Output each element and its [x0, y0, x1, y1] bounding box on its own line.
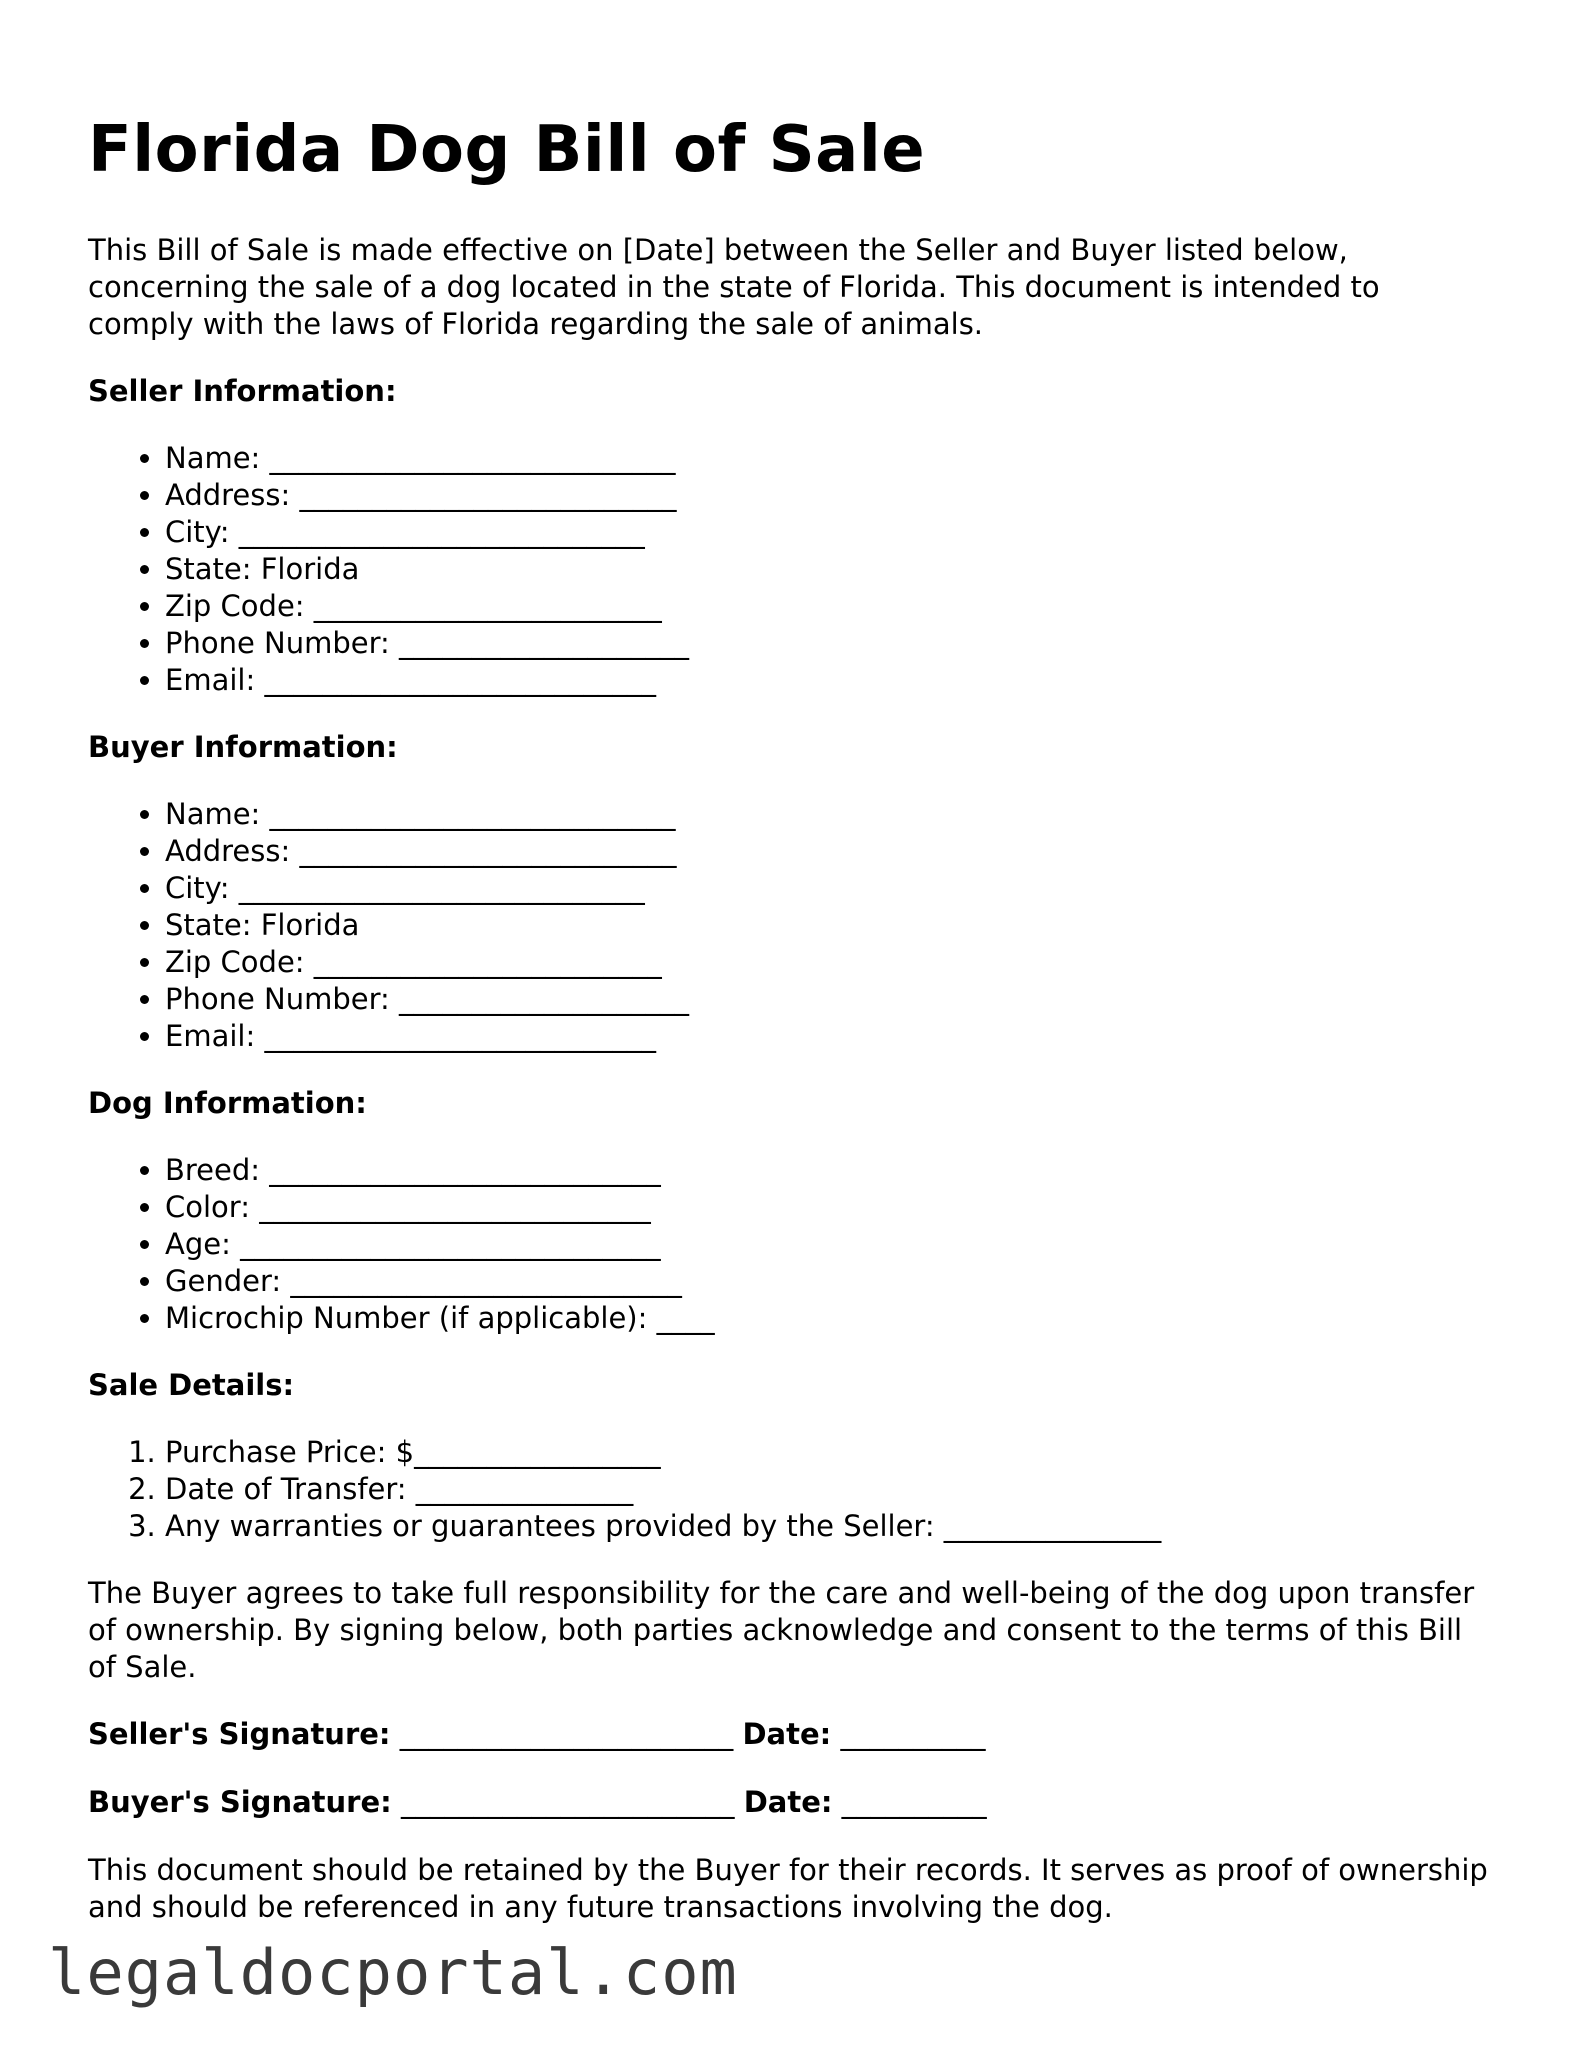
seller-date-label: Date:	[742, 1717, 832, 1751]
sale-list	[88, 1434, 1488, 1545]
seller-zip-item: • Zip Code: ________________________	[165, 588, 1488, 625]
dog-color-item: • Color: ___________________________	[165, 1189, 1488, 1226]
dog-microchip-item: • Microchip Number (if applicable): ____	[165, 1300, 1488, 1337]
buyer-date-line: __________	[832, 1785, 987, 1819]
seller-city-item: • City: ____________________________	[165, 514, 1488, 551]
document-title: Florida Dog Bill of Sale	[88, 113, 926, 187]
dog-gender-item: • Gender: ___________________________	[165, 1263, 1488, 1300]
sale-price-item: 1. Purchase Price: $_________________	[165, 1434, 1488, 1471]
sale-warranties-item: 3. Any warranties or guarantees provided by the Seller: _______________	[165, 1508, 1488, 1545]
seller-email-item: • Email: ___________________________	[165, 662, 1488, 699]
buyer-phone-item: • Phone Number: ____________________	[165, 981, 1488, 1018]
seller-phone-item: • Phone Number: ____________________	[165, 625, 1488, 662]
seller-signature-label: Seller's Signature:	[88, 1717, 391, 1751]
dog-age-item: • Age: _____________________________	[165, 1226, 1488, 1263]
dog-breed-item: • Breed: ___________________________	[165, 1152, 1488, 1189]
buyer-signature-line: _______________________	[391, 1785, 744, 1819]
seller-list	[88, 440, 1488, 699]
seller-heading: Seller Information:	[88, 374, 397, 408]
intro-paragraph: This Bill of Sale is made effective on [Date] between the Seller and Buyer listed below, concerning the sale of a dog located in the state of Florida. This document is intended to comply with the laws of Florida regarding the sale of animals.	[88, 233, 1380, 341]
buyer-signature-row	[88, 1784, 1488, 1821]
buyer-name-item: • Name: ____________________________	[165, 796, 1488, 833]
buyer-date-label: Date:	[743, 1785, 833, 1819]
dog-list	[88, 1152, 1488, 1337]
seller-state-item: • State: Florida	[165, 551, 1488, 588]
buyer-email-item: • Email: ___________________________	[165, 1018, 1488, 1055]
buyer-heading: Buyer Information:	[88, 730, 398, 764]
seller-date-line: __________	[831, 1717, 986, 1751]
seller-address-item: • Address: __________________________	[165, 477, 1488, 514]
document-page	[88, 110, 1488, 1926]
buyer-state-item: • State: Florida	[165, 907, 1488, 944]
buyer-list	[88, 796, 1488, 1055]
buyer-zip-item: • Zip Code: ________________________	[165, 944, 1488, 981]
sale-heading: Sale Details:	[88, 1368, 295, 1402]
seller-name-item: • Name: ____________________________	[165, 440, 1488, 477]
sale-transfer-date-item: 2. Date of Transfer: _______________	[165, 1471, 1488, 1508]
seller-signature-row	[88, 1716, 1488, 1753]
buyer-city-item: • City: ____________________________	[165, 870, 1488, 907]
buyer-address-item: • Address: __________________________	[165, 833, 1488, 870]
seller-signature-line: _______________________	[390, 1717, 743, 1751]
retention-note: This document should be retained by the Buyer for their records. It serves as proof of ownership and should be referenced in any future transactions involving the dog.	[88, 1853, 1488, 1924]
watermark: legaldocportal.com	[48, 1936, 738, 2009]
dog-heading: Dog Information:	[88, 1086, 367, 1120]
closing-paragraph: The Buyer agrees to take full responsibility for the care and well-being of the dog upon transfer of ownership. By signing below, both parties acknowledge and consent to the terms of this Bill of Sale.	[88, 1576, 1475, 1684]
buyer-signature-label: Buyer's Signature:	[88, 1785, 392, 1819]
